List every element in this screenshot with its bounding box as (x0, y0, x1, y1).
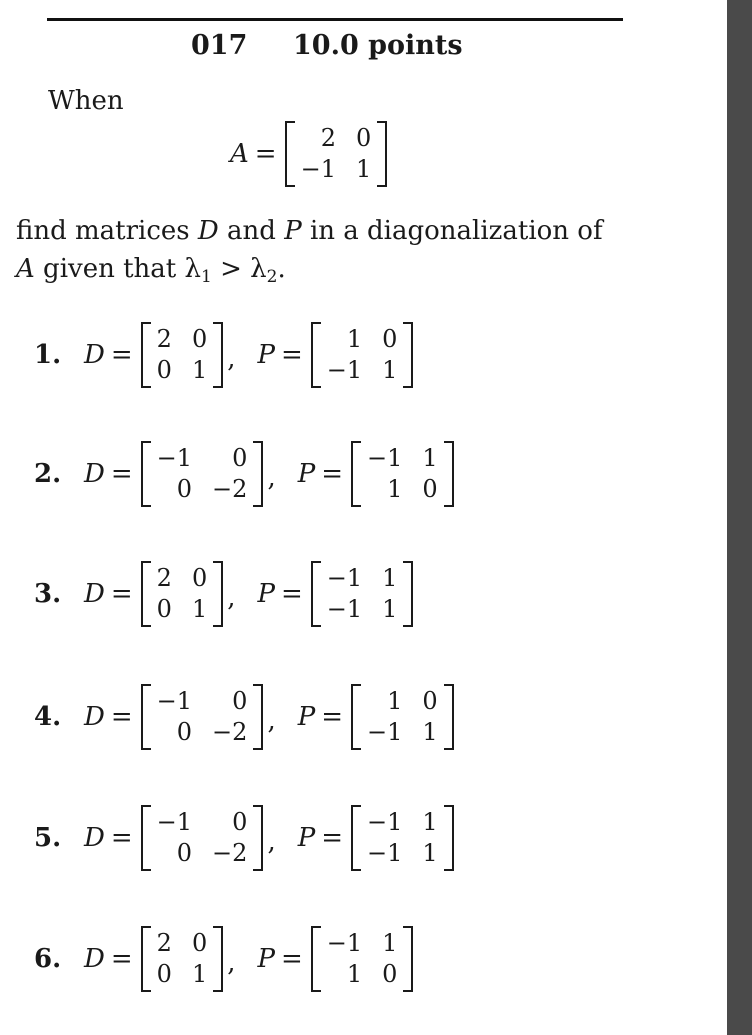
matrix-cell: 0 (422, 687, 438, 715)
right-bracket (444, 805, 454, 871)
equals-sign: = (280, 944, 303, 974)
matrix-d (141, 926, 224, 992)
choice-label: 5. (34, 823, 62, 853)
matrix-cell: 2 (320, 124, 336, 152)
left-bracket (141, 561, 151, 627)
matrix-cell: 0 (382, 960, 398, 988)
var-p: P (297, 702, 316, 732)
choice-2[interactable] (34, 437, 454, 511)
matrix-cell: −1 (300, 155, 336, 183)
matrix-d (141, 805, 264, 871)
comma: , (227, 948, 236, 978)
matrix-cell: 2 (156, 564, 172, 592)
left-bracket (285, 121, 295, 187)
matrix-cell: 0 (191, 929, 208, 957)
equals-sign: = (110, 823, 133, 853)
comma: , (227, 344, 236, 374)
var-d: D (84, 579, 105, 609)
stem-text: > λ (211, 254, 267, 284)
right-bracket (444, 684, 454, 750)
comma: , (227, 583, 236, 613)
matrix-cell: 0 (156, 960, 172, 988)
stem-text: . (277, 254, 286, 284)
right-bracket (213, 561, 223, 627)
subscript: 2 (266, 267, 278, 287)
matrix-cell: 0 (191, 325, 208, 353)
matrix-p (351, 805, 454, 871)
right-bracket (403, 322, 413, 388)
choice-label: 3. (34, 579, 62, 609)
equals-sign: = (321, 459, 343, 489)
matrix-cell: 1 (346, 325, 363, 353)
matrix-cell: −1 (367, 444, 403, 472)
question-header (0, 30, 727, 66)
matrix-p (351, 684, 454, 750)
matrix-cell: 1 (382, 356, 398, 384)
matrix-cell: −1 (156, 808, 193, 836)
matrix-cell: 0 (232, 808, 248, 836)
question-stem (16, 212, 716, 296)
question-points: 10.0 points (293, 30, 463, 61)
choice-6[interactable] (34, 922, 413, 996)
question-number: 017 (191, 30, 248, 61)
stem-var-d: D (197, 216, 219, 246)
matrix-a-equation (230, 117, 387, 191)
matrix-d (141, 322, 224, 388)
matrix-cell: 1 (422, 444, 438, 472)
matrix-cell: 1 (382, 595, 398, 623)
stem-intro: When (48, 86, 124, 116)
matrix-cell: 0 (422, 475, 438, 503)
var-p: P (297, 459, 316, 489)
right-bracket (253, 805, 263, 871)
matrix-cell: −1 (326, 929, 363, 957)
var-p: P (257, 340, 275, 370)
matrix-cell: 0 (156, 595, 172, 623)
right-bracket (444, 441, 454, 507)
comma: , (267, 827, 276, 857)
matrix-cell: 1 (422, 839, 438, 867)
matrix-cell: 0 (191, 564, 208, 592)
matrix-d (141, 561, 224, 627)
choice-5[interactable] (34, 801, 454, 875)
stem-text: find matrices (16, 216, 198, 246)
matrix-cell: −1 (367, 808, 403, 836)
stem-var-a: A (16, 254, 35, 284)
matrix-cell: 1 (422, 808, 438, 836)
var-d: D (84, 823, 105, 853)
choice-label: 4. (34, 702, 62, 732)
left-bracket (311, 322, 321, 388)
left-bracket (351, 684, 361, 750)
matrix-cell: 1 (355, 155, 372, 183)
matrix-p (311, 561, 414, 627)
left-bracket (351, 805, 361, 871)
stem-text: and (218, 216, 285, 246)
matrix-cell: 2 (156, 929, 172, 957)
left-bracket (311, 926, 321, 992)
matrix-p (311, 926, 414, 992)
left-bracket (351, 441, 361, 507)
matrix-cell: 0 (232, 444, 248, 472)
matrix-cell: 0 (156, 356, 172, 384)
equals-sign: = (321, 702, 343, 732)
matrix-cell: 1 (382, 929, 398, 957)
matrix-p (311, 322, 414, 388)
matrix-p (351, 441, 454, 507)
matrix-cell: 2 (156, 325, 172, 353)
matrix-cell: −1 (156, 444, 193, 472)
matrix-a-label: A (230, 139, 249, 169)
matrix-cell: −2 (212, 718, 248, 746)
matrix-cell: −1 (326, 595, 363, 623)
equals-sign: = (110, 579, 133, 609)
choice-1[interactable] (34, 318, 413, 392)
matrix-cell: −1 (326, 356, 363, 384)
left-bracket (141, 441, 151, 507)
left-bracket (141, 805, 151, 871)
matrix-cell: 1 (191, 960, 208, 988)
matrix-cell: 1 (422, 718, 438, 746)
equals-sign: = (321, 823, 343, 853)
choice-label: 2. (34, 459, 62, 489)
matrix-cell: −1 (156, 687, 193, 715)
left-bracket (141, 684, 151, 750)
matrix-cell: 0 (382, 325, 398, 353)
equals-sign: = (110, 702, 133, 732)
var-d: D (84, 944, 105, 974)
matrix-cell: 1 (382, 564, 398, 592)
left-bracket (311, 561, 321, 627)
stem-var-p: P (284, 216, 302, 246)
choice-label: 1. (34, 340, 62, 370)
left-bracket (141, 322, 151, 388)
matrix-cell: −2 (212, 839, 248, 867)
choice-4[interactable] (34, 680, 454, 754)
choice-3[interactable] (34, 557, 413, 631)
left-bracket (141, 926, 151, 992)
scrollbar[interactable] (727, 0, 752, 1035)
right-bracket (377, 121, 387, 187)
equals-sign: = (280, 579, 303, 609)
stem-text: in a diagonalization of (301, 216, 603, 246)
matrix-d (141, 684, 264, 750)
comma: , (267, 706, 276, 736)
matrix-cell: −1 (367, 718, 403, 746)
right-bracket (253, 441, 263, 507)
choice-label: 6. (34, 944, 62, 974)
matrix-cell: 0 (355, 124, 372, 152)
matrix-a (285, 121, 388, 187)
subscript: 1 (200, 267, 212, 287)
var-d: D (84, 340, 105, 370)
matrix-cell: 1 (346, 960, 363, 988)
matrix-cell: 1 (191, 595, 208, 623)
matrix-cell: 1 (191, 356, 208, 384)
equals-sign: = (110, 459, 133, 489)
stem-text: given that λ (34, 254, 201, 284)
right-bracket (403, 561, 413, 627)
var-p: P (297, 823, 316, 853)
right-bracket (253, 684, 263, 750)
equals-sign: = (254, 139, 277, 169)
right-bracket (213, 322, 223, 388)
matrix-cell: −2 (212, 475, 248, 503)
matrix-cell: 0 (176, 475, 193, 503)
var-p: P (257, 944, 275, 974)
header-rule (47, 18, 623, 21)
matrix-cell: 1 (387, 475, 403, 503)
matrix-cell: 1 (387, 687, 403, 715)
equals-sign: = (110, 340, 133, 370)
matrix-cell: −1 (367, 839, 403, 867)
matrix-cell: 0 (232, 687, 248, 715)
matrix-cell: 0 (176, 718, 193, 746)
var-d: D (84, 702, 105, 732)
equals-sign: = (280, 340, 303, 370)
equals-sign: = (110, 944, 133, 974)
matrix-cell: 0 (176, 839, 193, 867)
var-p: P (257, 579, 275, 609)
right-bracket (403, 926, 413, 992)
right-bracket (213, 926, 223, 992)
var-d: D (84, 459, 105, 489)
matrix-d (141, 441, 264, 507)
matrix-cell: −1 (326, 564, 363, 592)
comma: , (267, 463, 276, 493)
